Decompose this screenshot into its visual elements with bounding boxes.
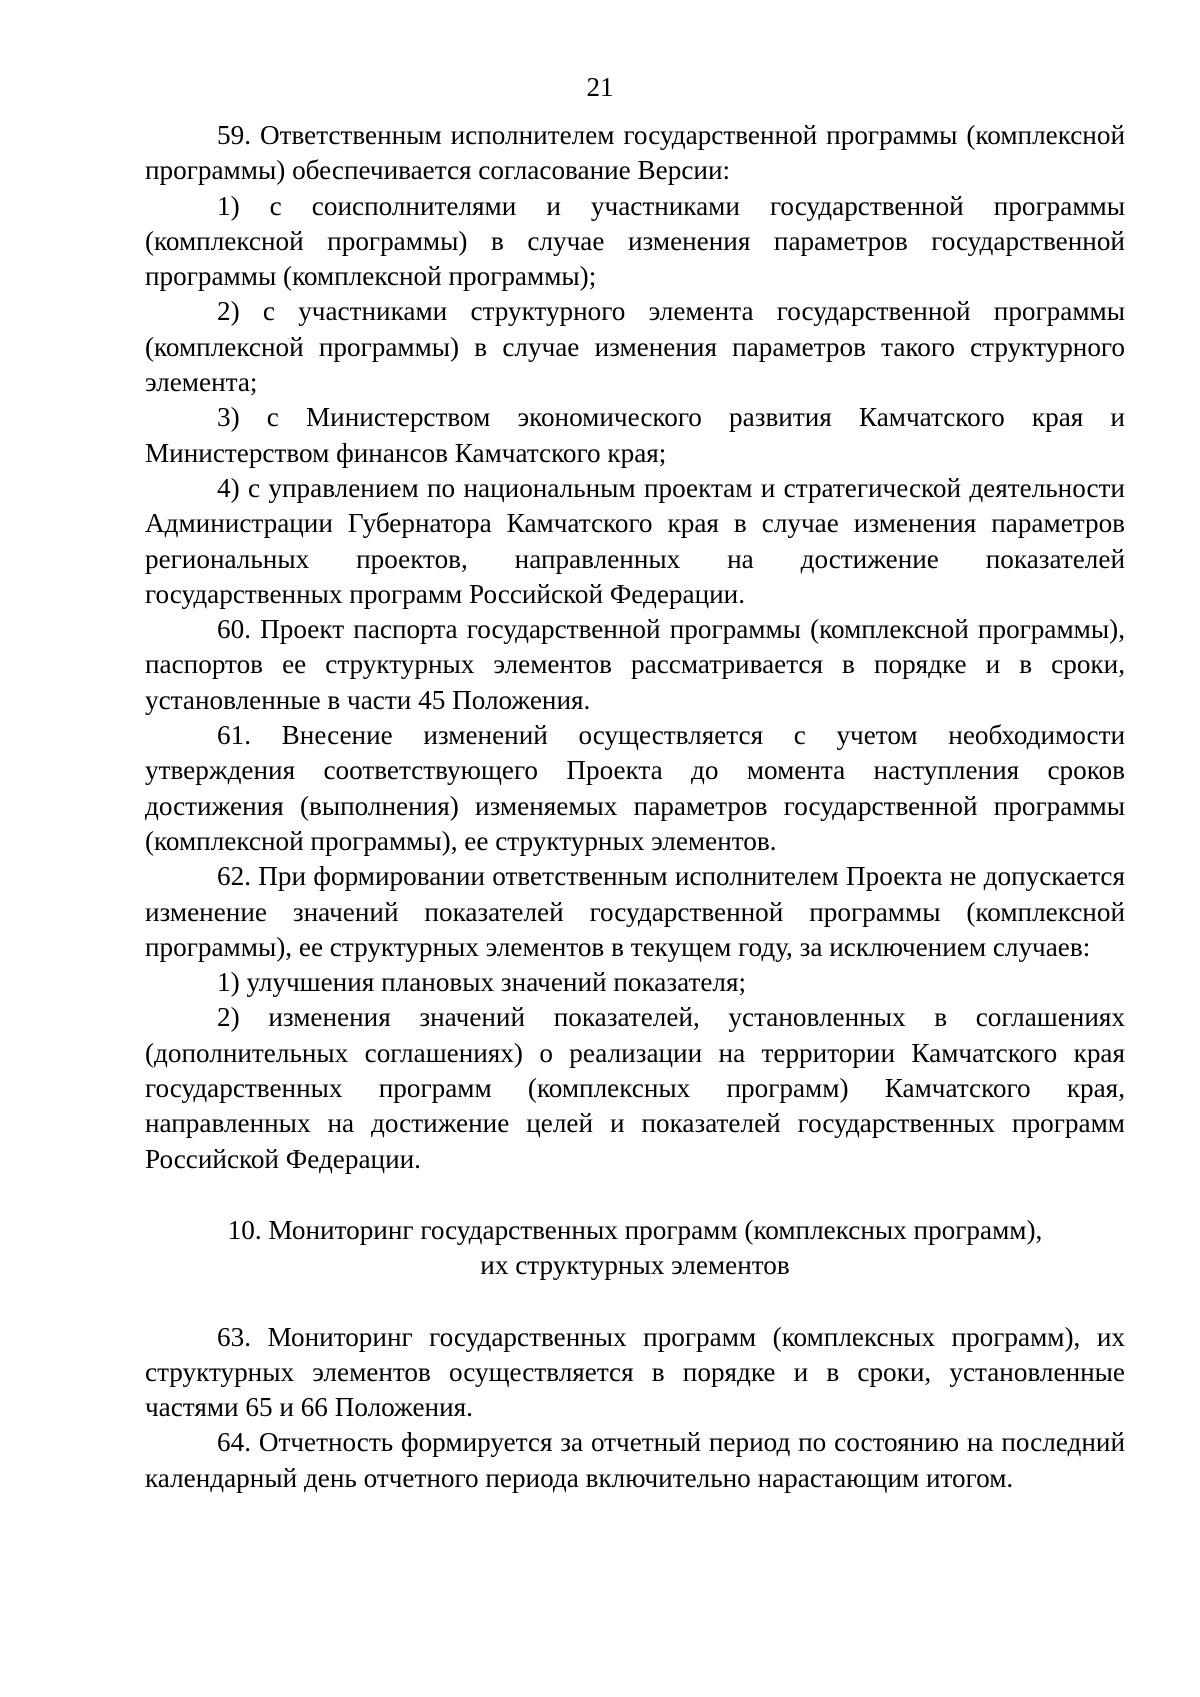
- section-heading-line-1: 10. Мониторинг государственных программ (комплексных программ),: [227, 1214, 1043, 1245]
- page-number: 21: [586, 72, 614, 102]
- paragraph-63: 63. Мониторинг государственных программ (комплексных программ), их структурных элементов осуществляется в порядке и в сроки, установленные частями 65 и 66 Положения.: [145, 1321, 1125, 1423]
- paragraph-62-item-1: 1) улучшения плановых значений показателя;: [217, 967, 747, 998]
- paragraph-64: 64. Отчетность формируется за отчетный период по состоянию на последний календарный день отчетного периода включительно нарастающим итогом.: [145, 1427, 1125, 1493]
- paragraph-62-item-2: 2) изменения значений показателей, установленных в соглашениях (дополнительных соглашениях) о реализации на территории Камчатского края государственных программ (комплексных программ) Камчатского края, направленных на достижение целей и показателей государственных программ Российской Федерации.: [145, 1002, 1125, 1174]
- section-heading-line-2: их структурных элементов: [480, 1250, 790, 1281]
- paragraph-59-item-3: 3) с Министерством экономического развития Камчатского края и Министерством финансов Камчатского края;: [145, 402, 1125, 468]
- paragraph-61: 61. Внесение изменений осуществляется с учетом необходимости утверждения соответствующего Проекта до момента наступления сроков достижения (выполнения) изменяемых параметров государственной программы (комплексной программы), ее структурных элементов.: [145, 720, 1125, 856]
- paragraph-59: 59. Ответственным исполнителем государственной программы (комплексной программы) обеспечивается согласование Версии:: [145, 120, 1125, 186]
- paragraph-60: 60. Проект паспорта государственной программы (комплексной программы), паспортов ее структурных элементов рассматривается в порядке и в сроки, установленные в части 45 Положения.: [145, 614, 1125, 715]
- paragraph-62: 62. При формировании ответственным исполнителем Проекта не допускается изменение значений показателей государственной программы (комплексной программы), ее структурных элементов в текущем году, за исключением случаев:: [145, 861, 1125, 962]
- paragraph-59-item-2: 2) с участниками структурного элемента государственной программы (комплексной программы) в случае изменения параметров такого структурного элемента;: [145, 296, 1125, 398]
- section-heading: [145, 1213, 1125, 1284]
- document-body: [145, 118, 1125, 1496]
- paragraph-59-item-1: 1) с соисполнителями и участниками государственной программы (комплексной программы) в случае изменения параметров государственной программы (комплексной программы);: [145, 190, 1125, 292]
- paragraph-59-item-4: 4) с управлением по национальным проектам и стратегической деятельности Администрации Губернатора Камчатского края в случае изменения параметров региональных проектов, направленных на достижение показателей государственных программ Российской Федерации.: [145, 472, 1125, 609]
